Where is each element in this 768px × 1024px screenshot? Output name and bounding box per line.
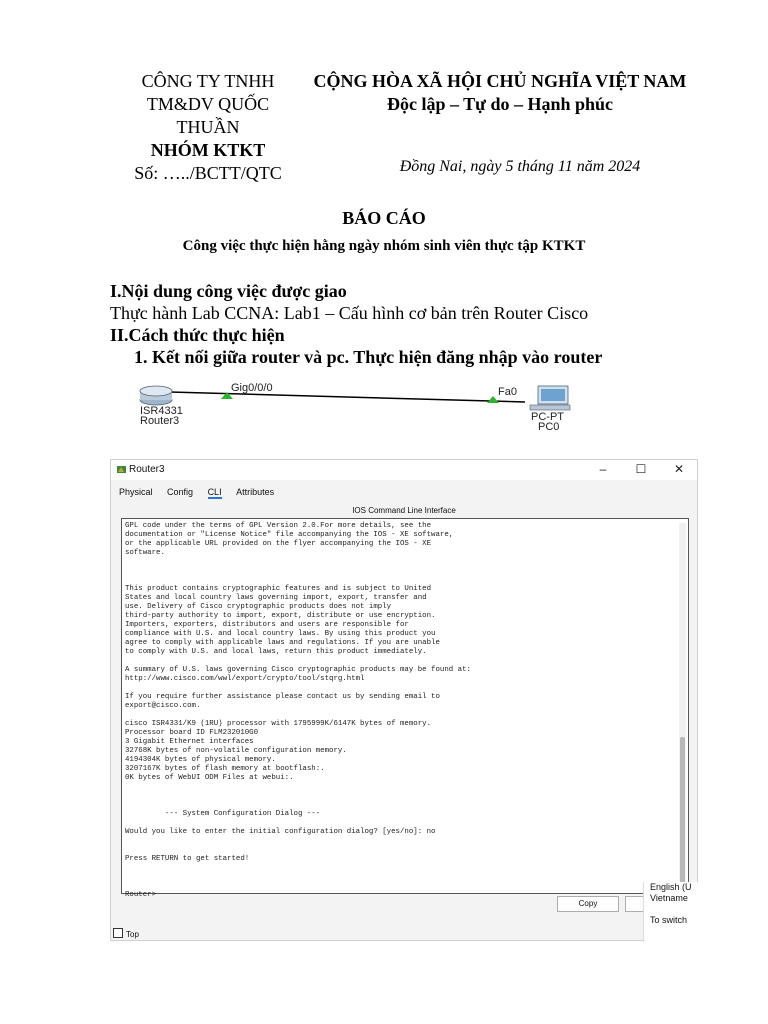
- section-1-text: Thực hành Lab CCNA: Lab1 – Cấu hình cơ bản trên Router Cisco: [110, 303, 589, 323]
- router-icon: [140, 386, 172, 405]
- pc-name-label: PC0: [538, 421, 560, 433]
- router-name-label: Router3: [140, 415, 180, 427]
- close-button[interactable]: ✕: [673, 462, 685, 476]
- report-subtitle: Công việc thực hiện hằng ngày nhóm sinh viên thực tập KTKT: [182, 238, 586, 254]
- window-title: Router3: [129, 464, 165, 475]
- maximize-button[interactable]: ☐: [635, 462, 647, 476]
- company-name-line-2: TM&DV QUỐC: [146, 94, 270, 114]
- popup-line-3: [650, 904, 710, 915]
- cli-console-output: GPL code under the terms of GPL Version 2.0.For more details, see the documentation or "License Notice" file accompanying the IOS - XE software, or the applicable URL provided on the flyer accompanying the IOS - XE software. This product contains cryptographic features and is subject to United States and local country laws governing import, export, transfer and use. Delivery of Cisco cryptographic products does not imply third-party authority to import, export, distribute or use encryption. Importers, exporters, distributors and users are responsible for compliance with U.S. and local country laws. By using this product you agree to comply with applicable laws and regulations. If you are unable to comply with U.S. and local laws, return this product immediately. A summary of U.S. laws governing Cisco cryptographic products may be found at: http://www.cisco.com/wwl/export/crypto/tool/stqrg.html If you require further assistance please contact us by sending email to export@cisco.com. cisco ISR4331/K9 (1RU) processor with 1795999K/6147K bytes of memory. Processor board ID FLM232010G0 3 Gigabit Ethernet interfaces 32768K bytes of non-volatile configuration memory. 4194304K bytes of physical memory. 3207167K bytes of flash memory at bootflash:. 0K bytes of WebUI ODM Files at webui:. --- System Configuration Dialog --- Would you like to enter the initial configuration dialog? [yes/no]: no Press RETURN to get started! Router>: [125, 522, 471, 899]
- report-title: BÁO CÁO: [342, 208, 426, 228]
- section-2-heading: II.Cách thức thực hiện: [110, 325, 285, 345]
- pc-icon: [530, 386, 570, 410]
- tab-attributes[interactable]: Attributes: [236, 487, 275, 497]
- pc-model-label: PC-PT: [531, 411, 564, 423]
- router-window: [110, 459, 698, 941]
- company-block: [108, 70, 308, 185]
- top-checkbox[interactable]: [113, 928, 139, 939]
- copy-button[interactable]: Copy: [557, 896, 619, 912]
- popup-line-2: Vietname: [650, 893, 688, 903]
- language-popup: [643, 882, 710, 942]
- router-model-label: ISR4331: [140, 405, 183, 417]
- nation-block: [306, 70, 694, 116]
- tab-physical[interactable]: Physical: [119, 487, 153, 497]
- top-checkbox-box[interactable]: [113, 928, 123, 938]
- company-name-line-3: THUẦN: [176, 117, 240, 137]
- nation-motto: Độc lập – Tự do – Hạnh phúc: [386, 94, 614, 114]
- tab-cli[interactable]: CLI: [207, 487, 222, 497]
- group-name: NHÓM KTKT: [150, 140, 266, 160]
- minimize-button[interactable]: –: [599, 462, 607, 476]
- section-1-heading: I.Nội dung công việc được giao: [110, 281, 347, 301]
- tab-config[interactable]: Config: [167, 487, 194, 497]
- document-date: Đồng Nai, ngày 5 tháng 11 năm 2024: [399, 158, 641, 175]
- popup-line-4: To switch: [650, 915, 688, 925]
- console-scroll-thumb[interactable]: [680, 737, 685, 887]
- cli-panel-title: IOS Command Line Interface: [352, 506, 456, 515]
- company-name-line-1: CÔNG TY TNHH: [141, 71, 275, 91]
- top-checkbox-label: Top: [126, 930, 139, 939]
- window-titlebar: [111, 460, 697, 480]
- console-scrollbar[interactable]: [679, 523, 686, 887]
- packet-tracer-icon: [116, 464, 127, 475]
- pc-port-label: Fa0: [498, 386, 517, 398]
- nation-title: CỘNG HÒA XÃ HỘI CHỦ NGHĨA VIỆT NAM: [313, 71, 687, 91]
- step-1-heading: 1. Kết nối giữa router và pc. Thực hiện đăng nhập vào router: [134, 347, 603, 367]
- popup-line-1: English (U: [650, 882, 692, 892]
- window-tabs: [119, 487, 286, 501]
- network-diagram: [130, 378, 590, 436]
- router-port-label: Gig0/0/0: [231, 382, 273, 394]
- document-number: Số: …../BCTT/QTC: [134, 163, 282, 183]
